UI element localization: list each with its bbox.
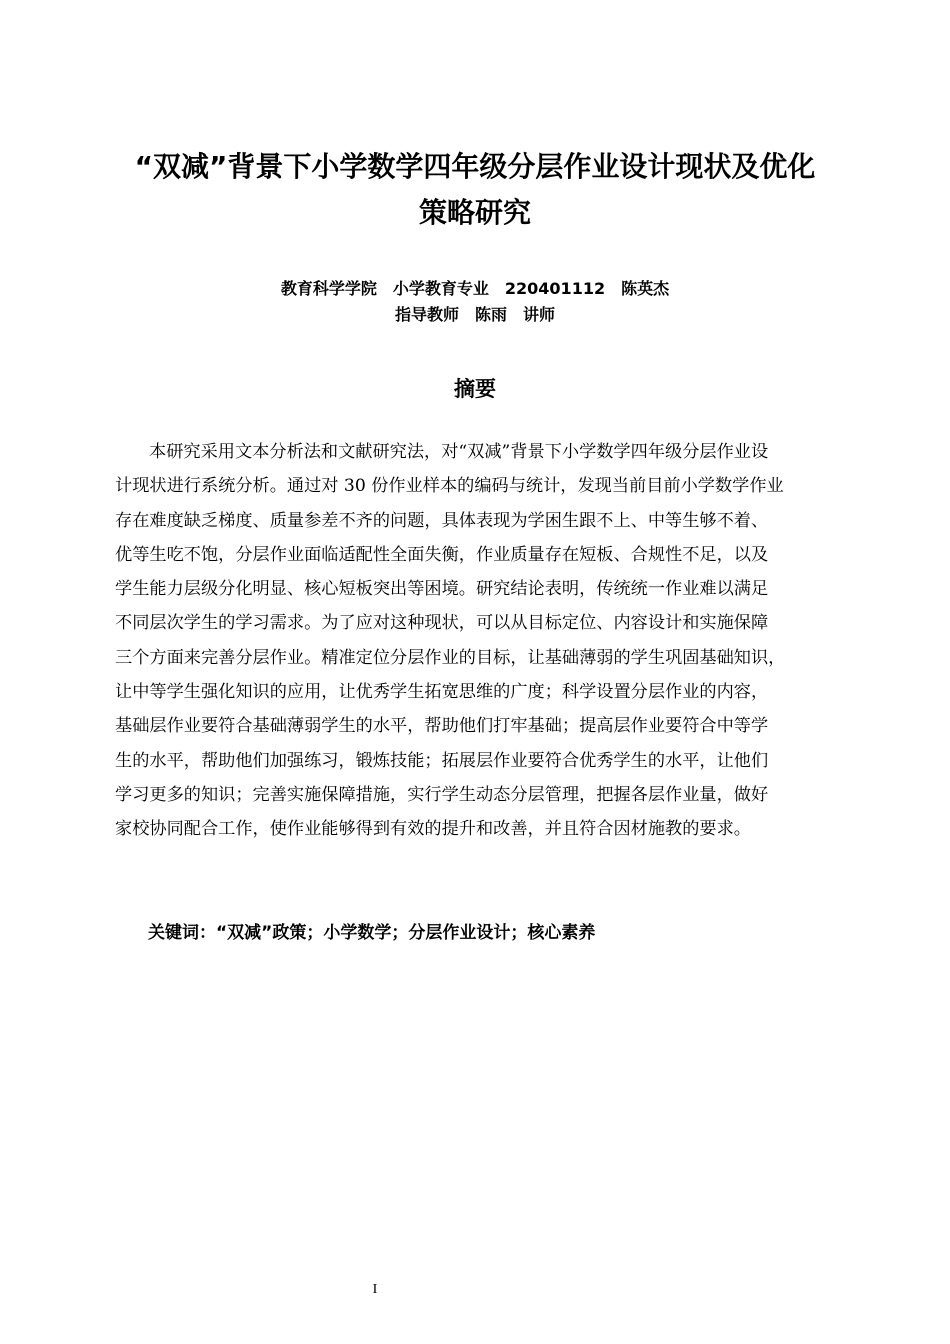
abstract-line: 存在难度缺乏梯度、质量参差不齐的问题，具体表现为学困生跟不上、中等生够不着、 <box>115 510 769 531</box>
abstract-line: 三个方面来完善分层作业。精准定位分层作业的目标，让基础薄弱的学生巩固基础知识， <box>115 647 786 668</box>
keywords: 关键词：“双减”政策；小学数学；分层作业设计；核心素养 <box>148 923 596 943</box>
abstract-line: 让中等学生强化知识的应用，让优秀学生拓宽思维的广度；科学设置分层作业的内容， <box>115 682 769 703</box>
abstract-heading: 摘要 <box>454 377 496 401</box>
abstract-line: 本研究采用文本分析法和文献研究法，对“双减”背景下小学数学四年级分层作业设 <box>149 442 769 462</box>
abstract-line: 不同层次学生的学习需求。为了应对这种现状，可以从目标定位、内容设计和实施保障 <box>115 613 769 634</box>
advisor-line: 指导教师 陈雨 讲师 <box>394 305 555 324</box>
author-line: 教育科学学院 小学教育专业 220401112 陈英杰 <box>280 279 670 298</box>
abstract-line: 生的水平，帮助他们加强练习，锻炼技能；拓展层作业要符合优秀学生的水平，让他们 <box>115 750 769 771</box>
abstract-body <box>115 435 860 847</box>
abstract-line: 家校协同配合工作，使作业能够得到有效的提升和改善，并且符合因材施教的要求。 <box>115 819 751 840</box>
author-info <box>100 276 850 328</box>
abstract-line: 优等生吃不饱，分层作业面临适配性全面失衡，作业质量存在短板、合规性不足，以及 <box>115 544 769 565</box>
abstract-line: 基础层作业要符合基础薄弱学生的水平，帮助他们打牢基础；提高层作业要符合中等学 <box>115 716 769 737</box>
abstract-line: 计现状进行系统分析。通过对 30 份作业样本的编码与统计，发现当前目前小学数学作业 <box>115 476 784 497</box>
abstract-line: 学生能力层级分化明显、核心短板突出等困境。研究结论表明，传统统一作业难以满足 <box>115 579 769 600</box>
paper-title <box>100 144 850 236</box>
page-number: I <box>372 1282 378 1297</box>
paper-title-line-2: 策略研究 <box>418 196 531 229</box>
abstract-line: 学习更多的知识；完善实施保障措施，实行学生动态分层管理，把握各层作业量，做好 <box>115 784 769 805</box>
paper-title-line-1: “双减”背景下小学数学四年级分层作业设计现状及优化 <box>134 150 816 183</box>
